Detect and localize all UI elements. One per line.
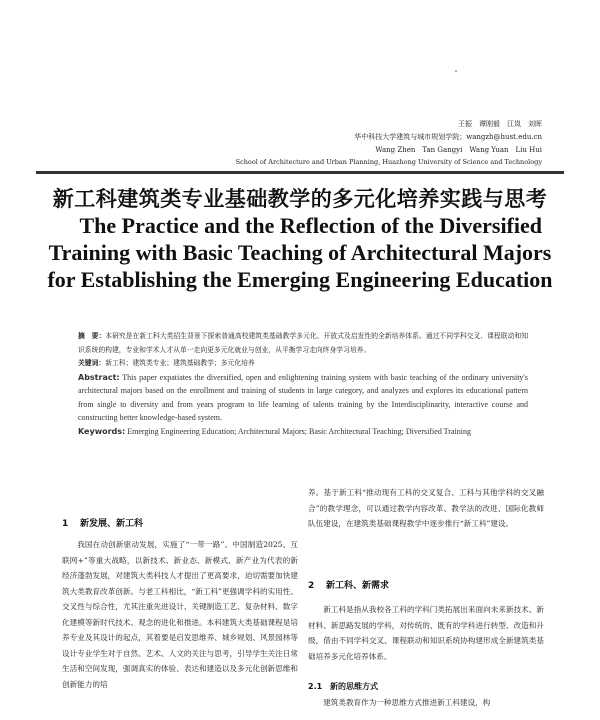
- section-2-heading: [308, 578, 389, 591]
- author-names-cn: 王振 谭刚毅 江岚 刘晖: [458, 120, 542, 128]
- abstract-cn-label: 摘 要：: [78, 332, 106, 340]
- abstract-en-text: This paper expatiates the diversified, open and enlightening training system with basic teaching of the ordinary university's architectural majors based on the enrollment and training of students in large category, and analyzes and explores its educational pattern from single to diversity and from years program to life learning of talents training by the Interdisciplinarity, interactive course and constructing better knowledge-based system.: [78, 372, 528, 422]
- abstract-cn-text: 本研究是在新工科大类招生背景下探索普通高校建筑类基础教学多元化、开放式及启发性的全新培养体系。通过不同学科交叉、课程联动和知识系统的构建，专业和学术人才从单一走向更多元化就业与创业，从平衡学习走向终身学习培养。: [78, 332, 529, 354]
- section-1-paragraph: 我国在动创新驱动发展，实施了“一带一路”、中国制造2025、互联网+”等重大战略，以新技术、新业态、新模式、新产业为代表的新经济蓬勃发展，对建筑大类科技人才提出了更高要求，迫切需要加快建筑大类教育改革创新。与老工科相比，“新工科”更强调学科的实用性、交叉性与综合性，尤其注重先进设计、关键制造工艺、复杂材料、数字化建模等新时代技术、观念的进化和推进。本科建筑大类基础课程是培养专业及其设计的起点，其着要是启发思维养、城乡规划、风景园林等设计专业学生对于自然、艺术、人文的关注与思考，引导学生关注日常生活和空间发现，强调真实的体验、表达和建造以及多元化创新思维和创新能力的培: [62, 540, 298, 689]
- keywords-en-label: Keywords:: [78, 426, 126, 436]
- section-2-paragraph: 新工科是指从我校各工科的学科门类拓展出来面向未来新技术、新材料、新思路发展的学科，对传统的、既有的学科进行转型、改造和升级，借由不同学科交叉、课程联动和知识系统协构建形成全新建筑类基础培养多元化培养体系。: [308, 605, 544, 661]
- keywords-cn: [78, 357, 528, 371]
- section-2-1-paragraph: 建筑类教育作为一种思维方式推进新工科建设，构: [323, 698, 491, 707]
- section-1-heading: [62, 516, 143, 529]
- right-column-bottom: [308, 695, 544, 711]
- title-english-line-2: Training with Basic Teaching of Architectural Majors: [48, 240, 552, 265]
- section-1-continuation: 养。基于新工科“推动现有工科的交叉复合、工科与其他学科的交叉融合”的教学理念，可以通过教学内容改革、教学法的改进、国际化教师队伍建设，在建筑类基础课程教学中逐步推行“新工科”建设。: [308, 488, 544, 528]
- section-2-title: 新工科、新需求: [326, 581, 390, 591]
- abstract-en-label: Abstract:: [78, 372, 120, 382]
- section-2-1-title: 新的思维方式: [330, 682, 378, 691]
- title-chinese: 新工科建筑类专业基础教学的多元化培养实践与思考: [52, 187, 548, 211]
- keywords-en-text: Emerging Engineering Education; Architectural Majors; Basic Architectural Teaching; Diversified Training: [127, 426, 471, 436]
- keywords-cn-text: 新工科；建筑类专业；建筑基础教学；多元化培养: [105, 359, 255, 367]
- section-1-number: 1: [62, 519, 69, 529]
- section-2-number: 2: [308, 581, 315, 591]
- section-1-title: 新发展、新工科: [80, 519, 144, 529]
- author-names-en: Wang Zhen Tan Gangyi Wang Yuan Liu Hui: [375, 146, 542, 154]
- keywords-en: [78, 425, 528, 439]
- right-column-middle: [308, 602, 544, 664]
- abstract-block: [78, 330, 528, 438]
- author-affiliation-cn: 华中科技大学建筑与城市规划学院；wangzh@hust.edu.cn: [354, 133, 542, 141]
- keywords-cn-label: 关键词：: [78, 359, 106, 367]
- title-english-line-1: The Practice and the Reflection of the Diversified: [79, 213, 542, 238]
- title-english-line-3: for Establishing the Emerging Engineering Education: [47, 267, 553, 292]
- right-column-top: [308, 485, 544, 532]
- section-2-1-number: 2.1: [308, 682, 323, 691]
- section-2-1-heading: [308, 681, 378, 692]
- abstract-en: [78, 371, 528, 425]
- author-block: [354, 118, 542, 157]
- header-rule: [36, 171, 564, 174]
- author-affiliation-en: School of Architecture and Urban Planning, Huazhong University of Science and Technology: [235, 158, 542, 166]
- left-column: [62, 537, 298, 692]
- scan-speck: [455, 70, 457, 72]
- abstract-cn: [78, 330, 528, 357]
